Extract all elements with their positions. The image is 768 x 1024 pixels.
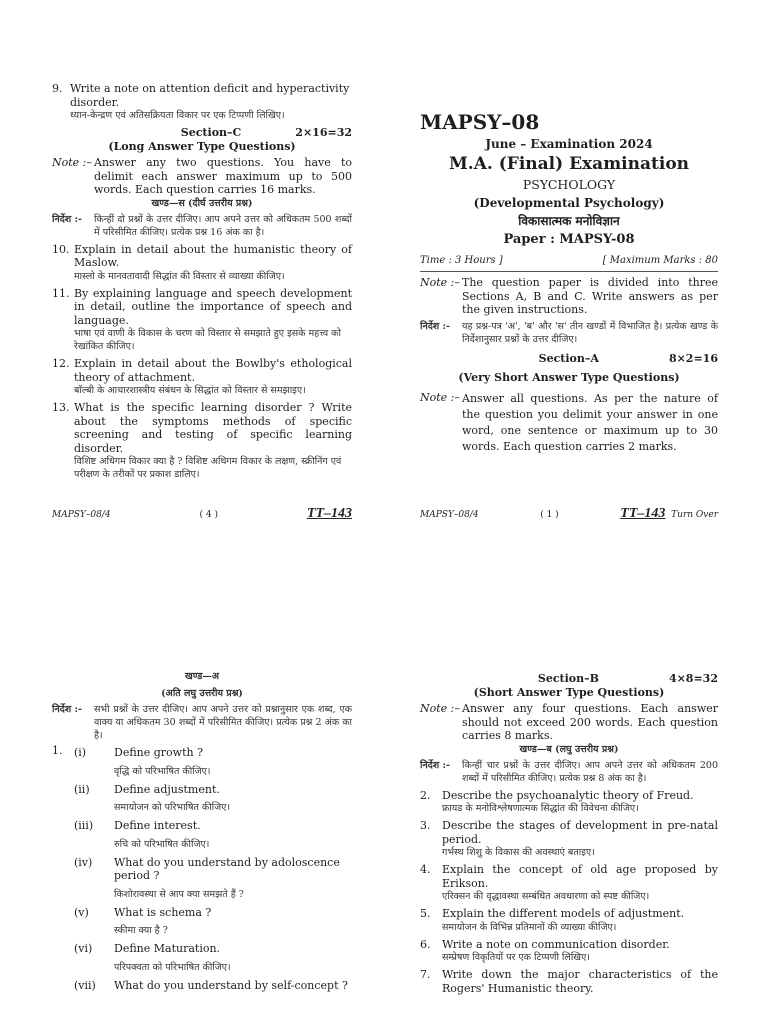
time-marks-row xyxy=(420,254,718,268)
sub-question-text-hindi: किशोरावस्था से आप क्या समझते हैं ? xyxy=(114,888,244,900)
sub-question-text-hindi: समायोजन को परिभाषित कीजिए। xyxy=(114,802,231,813)
page-2 xyxy=(52,670,352,992)
sub-question-text-hindi: परिपक्वता को परिभाषित कीजिए। xyxy=(114,961,231,973)
question-text-hindi: समायोजन के विभिन्न प्रतिमानों की व्याख्या कीजिए। xyxy=(442,921,617,933)
note xyxy=(52,156,352,197)
question-item xyxy=(420,863,718,903)
page-number: ( 1 ) xyxy=(540,510,559,520)
page-4 xyxy=(52,78,352,481)
question-text: Explain in detail about the humanistic theory of Maslow. xyxy=(74,242,352,269)
question-number: 7. xyxy=(420,968,431,981)
question-number: 13. xyxy=(52,401,70,414)
question-text-hindi: भाषा एवं वाणी के विकास के चरण को विस्तार से समझाते हुए इसके महत्त्व को रेखांकित कीजिए। xyxy=(74,328,341,352)
page-1-footer xyxy=(420,506,718,522)
sub-question-number: (v) xyxy=(74,905,89,919)
sub-question-text-hindi: स्कीमा क्या है ? xyxy=(114,925,168,936)
hindi-note xyxy=(52,213,352,239)
sub-question-item xyxy=(68,783,352,815)
question-text: By explaining language and speech development in detail, outline the importance of speech and language. xyxy=(74,286,352,327)
page-1 xyxy=(420,110,718,455)
sub-question-list xyxy=(68,744,352,992)
sub-question-item xyxy=(68,979,352,993)
hindi-section-type: (अति लघु उत्तरीय प्रश्न) xyxy=(161,688,243,699)
question-list xyxy=(52,243,352,482)
hindi-note-text: किन्हीं दो प्रश्नों के उत्तर दीजिए। आप अपने उत्तर को अधिकतम 500 शब्दों में परिसीमित कीजिए। प्रत्येक प्रश्न 16 अंक का है। xyxy=(94,213,352,238)
question-item xyxy=(420,819,718,859)
paper-number: Paper : MAPSY-08 xyxy=(503,231,635,247)
section-heading: Section–A xyxy=(538,351,599,365)
section-type: (Very Short Answer Type Questions) xyxy=(458,371,680,384)
question-number: 12. xyxy=(52,357,70,370)
sub-question-number: (iii) xyxy=(74,819,94,832)
sub-question-text: What do you understand by self-concept ? xyxy=(114,978,348,992)
question-item xyxy=(420,907,718,934)
question-text: Explain the different models of adjustment. xyxy=(442,907,685,920)
note-text: Answer all questions. As per the nature of the question you delimit your answer in one word, one sentence or maximum up to 30 words. Each question carries 2 marks. xyxy=(462,391,718,453)
question-text-hindi: ध्यान-केन्द्रण एवं अतिसक्रियता विकार पर एक टिप्पणी लिखिए। xyxy=(70,110,285,121)
sub-question-text: Define Maturation. xyxy=(114,942,221,955)
question-text: Explain in detail about the Bowlby's ethological theory of attachment. xyxy=(74,357,352,384)
paper-code: MAPSY–08/4 xyxy=(420,510,479,520)
question-number: 9. xyxy=(52,82,63,95)
divider xyxy=(420,271,718,272)
sub-question-item xyxy=(68,746,352,778)
question-9 xyxy=(52,82,352,122)
question-item xyxy=(420,938,718,965)
question-number: 4. xyxy=(420,863,431,876)
hindi-section-heading: खण्ड—ब (लघु उत्तरीय प्रश्न) xyxy=(519,743,619,755)
time-label: Time : 3 Hours ] xyxy=(420,254,503,266)
sub-question-number: (ii) xyxy=(74,782,90,796)
hindi-note-label: निर्देश :- xyxy=(52,213,82,225)
note-text: Answer any four questions. Each answer should not exceed 200 words. Each question carries 8 marks. xyxy=(462,702,718,742)
exam-title: M.A. (Final) Examination xyxy=(448,153,690,174)
question-text-hindi: गर्भस्थ शिशु के विकास की अवस्थाएं बताइए। xyxy=(442,847,595,858)
hindi-note xyxy=(420,320,718,346)
hindi-note-text: सभी प्रश्नों के उत्तर दीजिए। आप अपने उत्तर को प्रश्नानुसार एक शब्द, एक वाक्य या अधिकतम 30 शब्दों में परिसीमित कीजिए। प्रत्येक प्रश्न 2 अंक का है। xyxy=(94,704,352,741)
turn-over: Turn Over xyxy=(671,510,718,520)
question-text-hindi: विशिष्ट अधिगम विकार क्या है ? विशिष्ट अधिगम विकार के लक्षण, स्क्रीनिंग एवं परीक्षण के तरीकों पर प्रकाश डालिए। xyxy=(74,456,342,480)
section-type: (Long Answer Type Questions) xyxy=(108,139,296,153)
sub-question-number: (iv) xyxy=(74,855,93,869)
section-marks: 4×8=32 xyxy=(668,672,718,685)
question-text: What is the specific learning disorder ? Write about the symptoms methods of specific screening and testing of specific learning disorder. xyxy=(74,401,352,455)
hindi-note-label: निर्देश :- xyxy=(420,759,450,771)
hindi-section-heading: खण्ड—अ xyxy=(184,671,220,682)
question-text-hindi: फ्रायड के मनोविश्लेषणात्मक सिद्धांत की विवेचना कीजिए। xyxy=(442,803,639,814)
hindi-section-heading: खण्ड—स (दीर्घ उत्तरीय प्रश्न) xyxy=(151,197,253,209)
sub-question-item xyxy=(68,819,352,851)
note-label: Note :– xyxy=(52,156,92,169)
hindi-note xyxy=(420,759,718,785)
sub-question-text: Define growth ? xyxy=(114,746,203,759)
sub-question-text: What is schema ? xyxy=(114,905,212,919)
question-text-hindi: एरिक्सन की वृद्धावस्था सम्बंधित अवधारणा को स्पष्ट कीजिए। xyxy=(442,891,650,902)
question-item xyxy=(52,401,352,481)
question-text: Write down the major characteristics of the Rogers' Humanistic theory. xyxy=(442,968,718,995)
tt-code: TT–143 xyxy=(620,506,666,521)
section-type: (Short Answer Type Questions) xyxy=(473,685,665,699)
sub-question-text: Define adjustment. xyxy=(114,782,220,796)
section-marks: 2×16=32 xyxy=(295,126,352,139)
note-label: Note :– xyxy=(420,390,460,404)
question-item xyxy=(420,789,718,816)
paper-title: (Developmental Psychology) xyxy=(473,195,665,210)
page-4-footer xyxy=(52,506,352,522)
question-text: Describe the stages of development in pre-natal period. xyxy=(442,819,718,846)
question-item xyxy=(52,243,352,283)
note-label: Note :– xyxy=(420,276,460,289)
note-text: The question paper is divided into three Sections A, B and C. Write answers as per the given instructions. xyxy=(462,276,718,316)
sub-question-item xyxy=(68,942,352,974)
question-text-hindi: बाॅल्बी के आचारशास्त्रीय संबंधन के सिद्धांत को विस्तार से समझाइए। xyxy=(74,385,306,396)
section-heading: Section–C xyxy=(180,126,242,139)
note-label: Note :– xyxy=(420,702,460,715)
paper-code-title: MAPSY–08 xyxy=(420,110,540,134)
question-number: 5. xyxy=(420,907,431,920)
sub-question-number: (vii) xyxy=(74,978,96,992)
question-list xyxy=(420,789,718,996)
sub-question-text-hindi: वृद्धि को परिभाषित कीजिए। xyxy=(114,765,211,777)
question-item xyxy=(52,287,352,354)
question-text: Explain the concept of old age proposed by Erikson. xyxy=(442,863,718,890)
question-number: 6. xyxy=(420,937,431,951)
subject: PSYCHOLOGY xyxy=(522,176,616,192)
question-text: Write a note on attention deficit and hyperactivity disorder. xyxy=(70,82,350,109)
hindi-note-text: यह प्रश्न-पत्र 'अ', 'ब' और 'स' तीन खण्डों में विभाजित है। प्रत्येक खण्ड के निर्देशानुसार प्रश्नों के उत्तर दीजिए। xyxy=(462,320,718,345)
hindi-note-text: किन्हीं चार प्रश्नों के उत्तर दीजिए। आप अपने उत्तर को अधिकतम 200 शब्दों में परिसीमित कीजिए। प्रत्येक प्रश्न 8 अंक का है। xyxy=(462,759,718,784)
sub-question-text: What do you understand by adoloscence period ? xyxy=(114,855,340,882)
question-item xyxy=(420,968,718,995)
section-marks: 8×2=16 xyxy=(668,351,718,365)
section-heading: Section–B xyxy=(537,672,599,685)
question-text-hindi: मास्लो के मानवतावादी सिद्धांत की विस्तार से व्याख्या कीजिए। xyxy=(74,270,285,282)
question-item xyxy=(52,357,352,397)
sub-question-text: Define interest. xyxy=(114,819,201,832)
hindi-note xyxy=(52,703,352,742)
question-number: 10. xyxy=(52,242,70,256)
paper-title-hindi: विकासात्मक मनोविज्ञान xyxy=(518,213,620,228)
note xyxy=(420,276,718,317)
sub-question-item xyxy=(68,906,352,938)
max-marks-label: [ Maximum Marks : 80 xyxy=(602,254,718,266)
sub-question-item xyxy=(68,856,352,901)
hindi-note-label: निर्देश :- xyxy=(420,320,450,332)
note-2 xyxy=(420,391,718,455)
sub-question-number: (vi) xyxy=(74,942,93,955)
question-number: 3. xyxy=(420,819,431,832)
question-number: 11. xyxy=(52,286,70,300)
session: June – Examination 2024 xyxy=(485,137,653,151)
page-3 xyxy=(420,672,718,995)
note-text: Answer any two questions. You have to delimit each answer maximum up to 500 words. Each question carries 16 marks. xyxy=(94,156,352,196)
question-text: Describe the psychoanalytic theory of Freud. xyxy=(442,788,694,802)
question-number: 2. xyxy=(420,788,431,802)
note xyxy=(420,702,718,743)
sub-question-number: (i) xyxy=(74,746,87,759)
paper-code: MAPSY–08/4 xyxy=(52,510,111,520)
tt-code: TT–143 xyxy=(306,506,352,521)
question-number: 1. xyxy=(52,744,63,757)
sub-question-text-hindi: रुचि को परिभाषित कीजिए। xyxy=(114,838,210,850)
question-text: Write a note on communication disorder. xyxy=(442,937,670,951)
hindi-note-label: निर्देश :- xyxy=(52,704,82,715)
question-text-hindi: सम्प्रेषण विकृतियों पर एक टिप्पणी लिखिए। xyxy=(442,952,590,963)
page-number: ( 4 ) xyxy=(199,510,218,520)
